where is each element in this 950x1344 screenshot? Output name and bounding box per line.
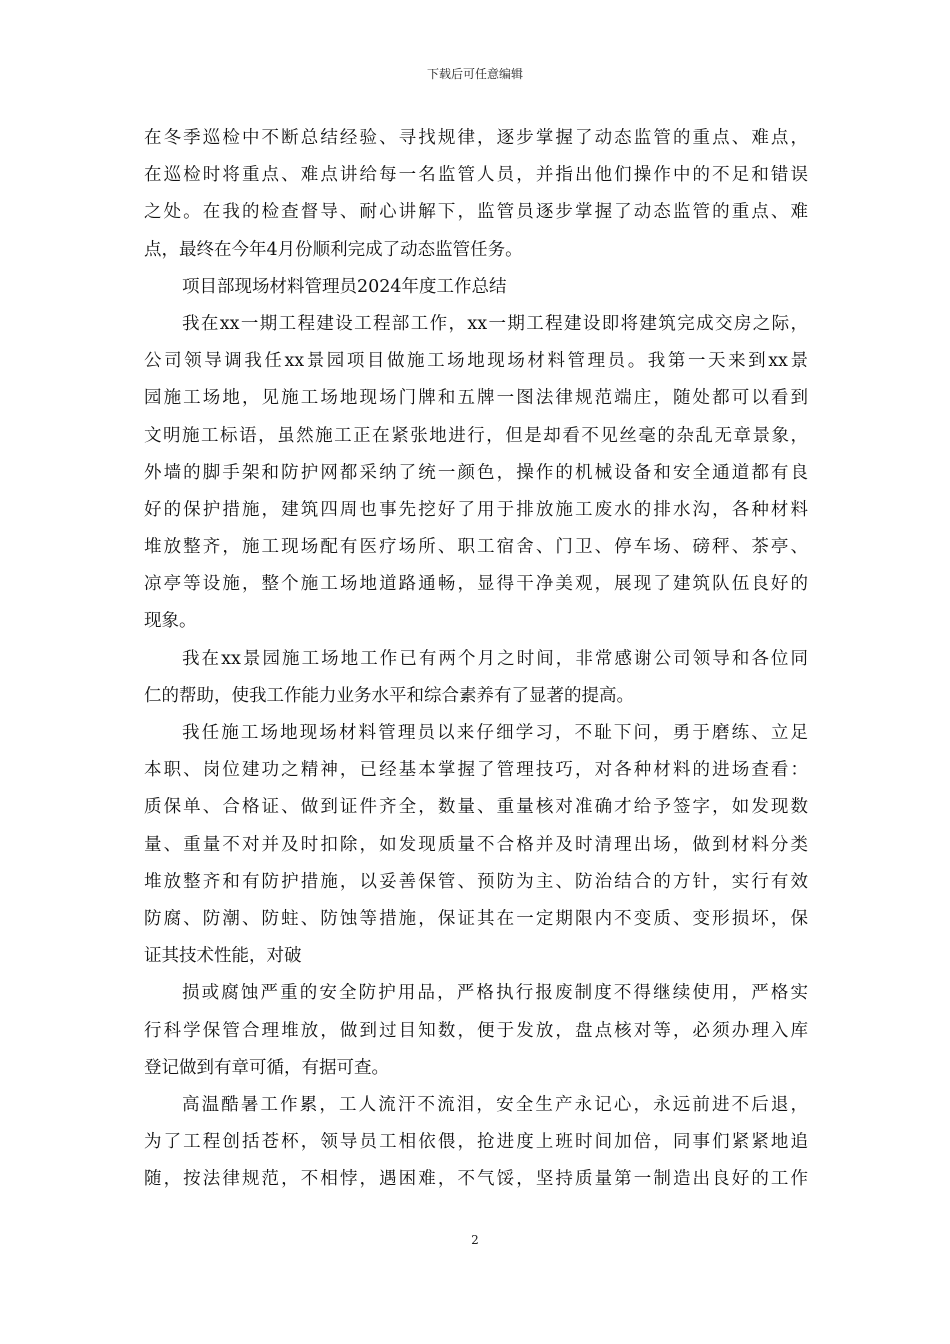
- section-title: 项目部现场材料管理员2024年度工作总结: [182, 276, 507, 297]
- text-line: 高温酷暑工作累，工人流汗不流泪，安全生产永记心，永远前进不后退，: [182, 1094, 808, 1115]
- text-line: 我在xx景园施工场地工作已有两个月之时间，非常感谢公司领导和各位同: [182, 648, 808, 669]
- text-line: 登记做到有章可循，有据可查。: [144, 1057, 389, 1078]
- text-line: 堆放整齐，施工现场配有医疗场所、职工宿舍、门卫、停车场、磅秤、茶亭、: [144, 537, 808, 558]
- text-line: 行科学保管合理堆放，做到过目知数，便于发放，盘点核对等，必须办理入库: [144, 1020, 808, 1041]
- text-line: 点，最终在今年4月份顺利完成了动态监管任务。: [144, 239, 523, 260]
- text-line: 在冬季巡检中不断总结经验、寻找规律，逐步掌握了动态监管的重点、难点，: [144, 128, 808, 148]
- text-line: 在巡检时将重点、难点讲给每一名监管人员，并指出他们操作中的不足和错误: [144, 165, 808, 186]
- text-line: 之处。在我的检查督导、耐心讲解下，监管员逐步掌握了动态监管的重点、难: [144, 202, 808, 223]
- document-body: [144, 120, 808, 1198]
- text-line: 外墙的脚手架和防护网都采纳了统一颜色，操作的机械设备和安全通道都有良: [144, 462, 808, 483]
- page-number: 2: [471, 1233, 479, 1247]
- text-line: 本职、岗位建功之精神，已经基本掌握了管理技巧，对各种材料的进场查看：: [144, 760, 808, 781]
- text-line: 文明施工标语，虽然施工正在紧张地进行，但是却看不见丝毫的杂乱无章景象，: [144, 425, 808, 446]
- text-line: 证其技术性能，对破: [144, 946, 302, 967]
- text-line: 质保单、合格证、做到证件齐全，数量、重量核对准确才给予签字，如发现数: [144, 797, 808, 818]
- text-line: 我任施工场地现场材料管理员以来仔细学习，不耻下问，勇于磨练、立足: [182, 723, 808, 743]
- text-line: 公司领导调我任xx景园项目做施工场地现场材料管理员。我第一天来到xx景: [144, 351, 808, 372]
- text-line: 仁的帮助，使我工作能力业务水平和综合素养有了显著的提高。: [144, 685, 634, 706]
- text-line: 现象。: [144, 611, 197, 632]
- text-line: 防腐、防潮、防蛀、防蚀等措施，保证其在一定期限内不变质、变形损坏，保: [144, 908, 808, 929]
- text-line: 园施工场地，见施工场地现场门牌和五牌一图法律规范端庄，随处都可以看到: [144, 388, 808, 409]
- text-line: 堆放整齐和有防护措施，以妥善保管、预防为主、防治结合的方针，实行有效: [144, 871, 808, 892]
- text-line: 为了工程创括苍杯，领导员工相依偎，抢进度上班时间加倍，同事们紧紧地追: [144, 1132, 808, 1153]
- text-line: 随，按法律规范，不相悖，遇困难，不气馁，坚持质量第一制造出良好的工作: [144, 1169, 808, 1190]
- text-line: 量、重量不对并及时扣除，如发现质量不合格并及时清理出场，做到材料分类: [144, 834, 808, 855]
- page-header: 下载后可任意编辑: [426, 67, 523, 81]
- text-line: 损或腐蚀严重的安全防护用品，严格执行报废制度不得继续使用，严格实: [182, 983, 808, 1004]
- text-line: 我在xx一期工程建设工程部工作，xx一期工程建设即将建筑完成交房之际，: [182, 313, 808, 334]
- text-line: 好的保护措施，建筑四周也事先挖好了用于排放施工废水的排水沟，各种材料: [144, 499, 808, 520]
- text-line: 凉亭等设施，整个施工场地道路通畅，显得干净美观，展现了建筑队伍良好的: [144, 574, 808, 595]
